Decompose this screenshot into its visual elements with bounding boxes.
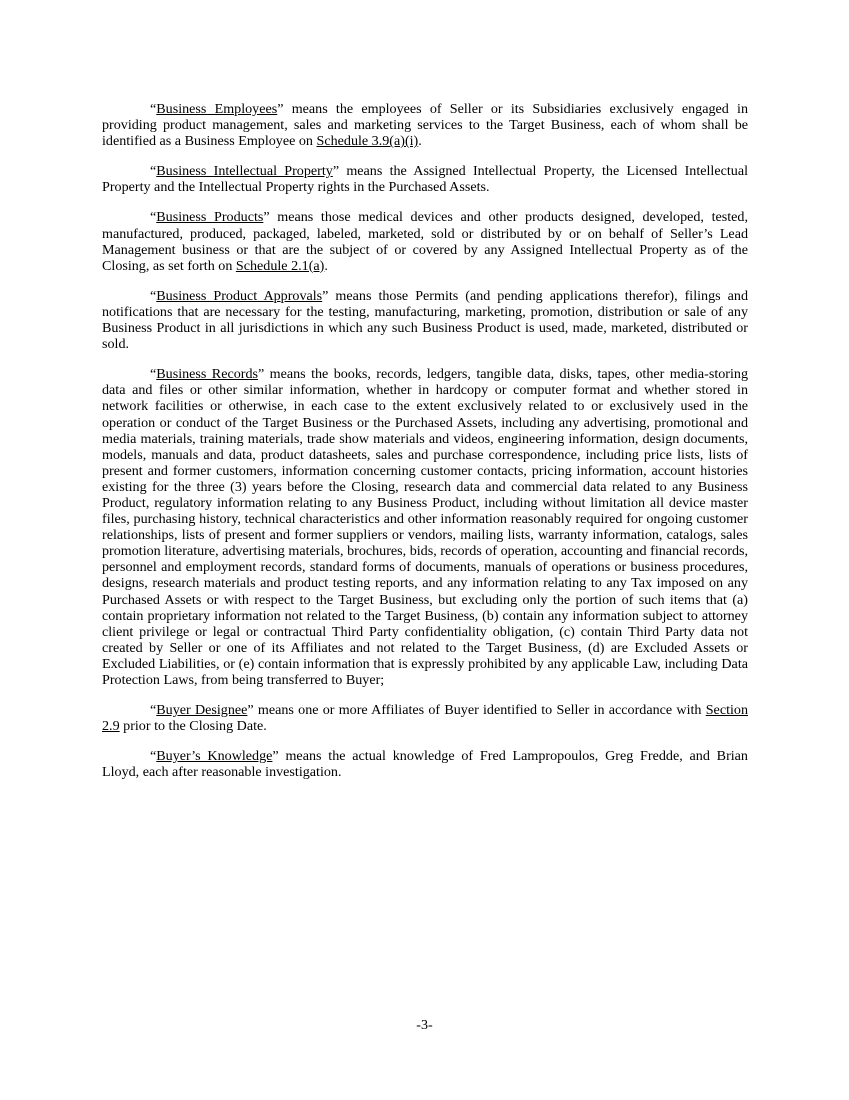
defined-term: Business Records <box>156 366 258 383</box>
document-body <box>102 101 748 794</box>
definition-text: . <box>418 133 422 150</box>
definition-paragraph <box>102 748 748 780</box>
close-quote: ” <box>322 287 329 304</box>
close-quote: ” <box>332 163 340 180</box>
definition-text: means the Assigned Intellectual Property, the Licensed Intellectual Property and the Intellectual Property rights in the Purchased Assets. <box>102 163 748 196</box>
defined-term: Buyer’s Knowledge <box>156 748 273 765</box>
close-quote: ” <box>247 702 254 719</box>
definition-text: means those medical devices and other products designed, developed, tested, manufactured, produced, packaged, labeled, marketed, sold or distributed by or on behalf of Seller’s Lead Management business or that are the subject of or covered by any Assigned Intellectual Property as of the Closing, as set forth on <box>102 209 748 274</box>
definition-paragraph <box>102 209 748 273</box>
definition-text: means one or more Affiliates of Buyer identified to Seller in accordance with <box>253 702 706 719</box>
open-quote: “ <box>150 163 157 180</box>
open-quote: “ <box>150 702 157 719</box>
definition-text: means the actual knowledge of Fred Lampropoulos, Greg Fredde, and Brian Lloyd, each after reasonable investigation. <box>102 748 748 781</box>
page-number: -3- <box>416 1017 433 1033</box>
open-quote: “ <box>150 748 157 765</box>
cross-reference: Schedule 3.9(a)(i) <box>316 133 419 150</box>
definition-text: . <box>324 257 328 274</box>
definition-text: means those Permits (and pending applications therefor), filings and notifications that are necessary for the testing, manufacturing, marketing, promotion, distribution or sale of any Business Product in all jurisdictions in which any such Business Product is used, made, marketed, distributed or sold. <box>102 287 748 353</box>
close-quote: ” <box>263 209 270 226</box>
open-quote: “ <box>150 209 157 226</box>
close-quote: ” <box>272 748 279 765</box>
close-quote: ” <box>257 366 265 383</box>
definition-paragraph <box>102 702 748 734</box>
cross-reference: Section 2.9 <box>102 702 748 735</box>
definition-paragraph <box>102 101 748 149</box>
defined-term: Business Product Approvals <box>156 287 323 304</box>
defined-term: Business Employees <box>156 101 278 117</box>
defined-term: Business Intellectual Property <box>156 163 333 180</box>
defined-term: Business Products <box>156 209 264 226</box>
open-quote: “ <box>150 101 157 117</box>
open-quote: “ <box>150 366 157 383</box>
definition-text: means the employees of Seller or its Subsidiaries exclusively engaged in providing product management, sales and marketing services to the Target Business, each of whom shall be identified as a Business Employee on <box>102 101 748 150</box>
defined-term: Buyer Designee <box>156 702 248 719</box>
definition-text: prior to the Closing Date. <box>119 718 267 735</box>
open-quote: “ <box>150 287 157 304</box>
close-quote: ” <box>277 101 284 117</box>
definition-paragraph <box>102 288 748 352</box>
definition-paragraph <box>102 163 748 195</box>
definition-paragraph <box>102 366 748 688</box>
definition-text: means the books, records, ledgers, tangible data, disks, tapes, other media-storing data and files or other similar information, whether in hardcopy or computer format and whether stored in network facilities or otherwise, in each case to the extent exclusively related to or exclusively used in the operation or conduct of the Target Business or the Purchased Assets, including any advertising, promotional and media materials, training materials, trade show materials and videos, engineering information, design documents, models, manuals and data, product datasheets, sales and purchase correspondence, including price lists, lists of present and former customers, information concerning customer contacts, pricing information, account histories existing for the three (3) years before the Closing, research data and commercial data related to any Business Product, regulatory information relating to any Business Product, including without limitation all device master files, purchasing history, technical characteristics and other information reasonably required for ongoing customer relationships, lists of present and former suppliers or vendors, mailing lists, warranty information, catalogs, sales promotion literature, advertising materials, brochures, bids, records of operation, accounting and financial records, personnel and employment records, standard forms of documents, manuals of operations or business procedures, designs, research materials and product testing reports, and any information relating to any Tax imposed on any Purchased Assets or with respect to the Target Business, but excluding only the portion of such items that (a) contain proprietary information not related to the Target Business, (b) contain any information subject to attorney client privilege or legal or contractual Third Party confidentiality obligation, (c) contain Third Party data not created by Seller or one of its Affiliates and not related to the Target Business, (d) are Excluded Assets or Excluded Liabilities, or (e) contain information that is expressly prohibited by any applicable Law, including Data Protection Laws, from being transferred to Buyer; <box>102 366 749 688</box>
cross-reference: Schedule 2.1(a) <box>235 257 325 274</box>
